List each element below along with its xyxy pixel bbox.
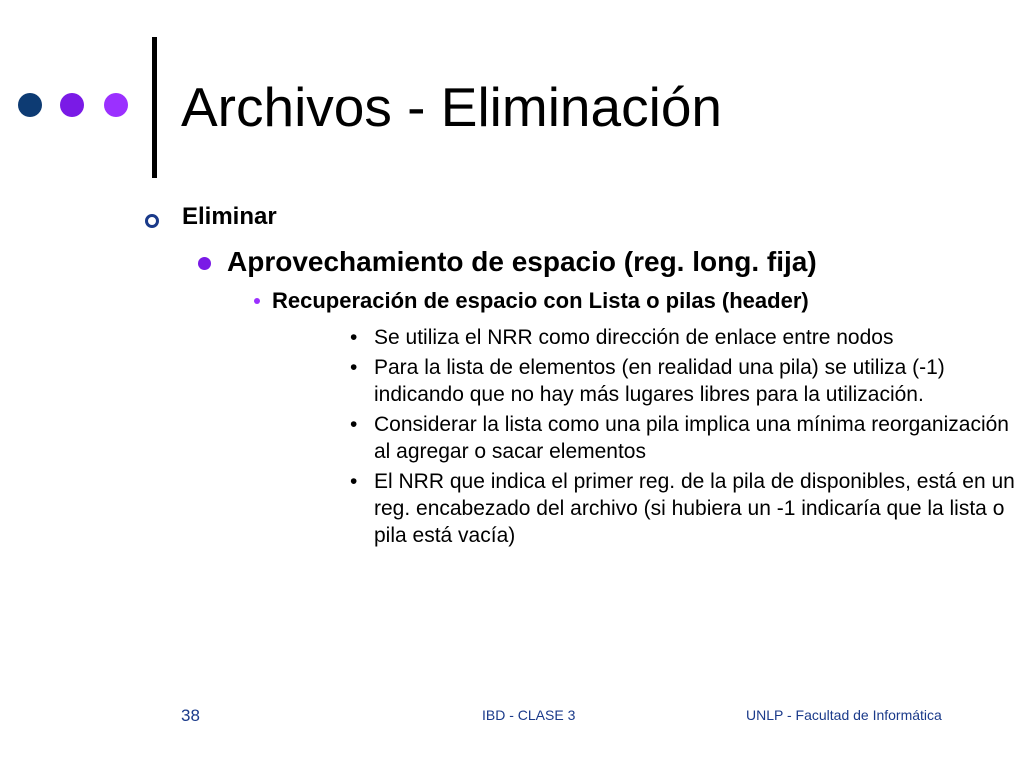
bullet-dot-icon: • xyxy=(350,356,358,379)
list-item-text: Considerar la lista como una pila implica una mínima reorganización al agregar o sacar elementos xyxy=(374,413,1009,463)
page-number: 38 xyxy=(181,706,200,725)
ring-bullet-icon xyxy=(145,214,159,228)
bullet-level2: Aprovechamiento de espacio (reg. long. fija) xyxy=(227,246,817,277)
bullet-level3: Recuperación de espacio con Lista o pilas (header) xyxy=(272,288,809,313)
bullet-dot-icon: • xyxy=(350,326,358,349)
list-item-text: Para la lista de elementos (en realidad una pila) se utiliza (-1) indicando que no hay más lugares libres para la utilización. xyxy=(374,356,945,406)
title-divider-line xyxy=(152,37,157,178)
bullet-dot-icon: • xyxy=(350,413,358,436)
decor-dot-1 xyxy=(18,93,42,117)
footer-institution: UNLP - Facultad de Informática xyxy=(746,707,942,723)
footer-course: IBD - CLASE 3 xyxy=(482,707,576,723)
list-item-text: Se utiliza el NRR como dirección de enlace entre nodos xyxy=(374,326,894,349)
bullet-level4-list xyxy=(346,324,1016,552)
list-item xyxy=(346,468,1016,549)
bullet-level1: Eliminar xyxy=(182,203,277,230)
dot-bullet-icon xyxy=(198,257,211,270)
bullet-dot-icon: • xyxy=(350,470,358,493)
decor-dot-3 xyxy=(104,93,128,117)
list-item xyxy=(346,411,1016,465)
small-dot-bullet-icon xyxy=(254,298,260,304)
decor-dot-2 xyxy=(60,93,84,117)
list-item xyxy=(346,324,1016,351)
slide-title: Archivos - Eliminación xyxy=(181,76,723,138)
list-item xyxy=(346,354,1016,408)
list-item-text: El NRR que indica el primer reg. de la pila de disponibles, está en un reg. encabezado del archivo (si hubiera un -1 indicaría que la lista o pila está vacía) xyxy=(374,470,1015,547)
